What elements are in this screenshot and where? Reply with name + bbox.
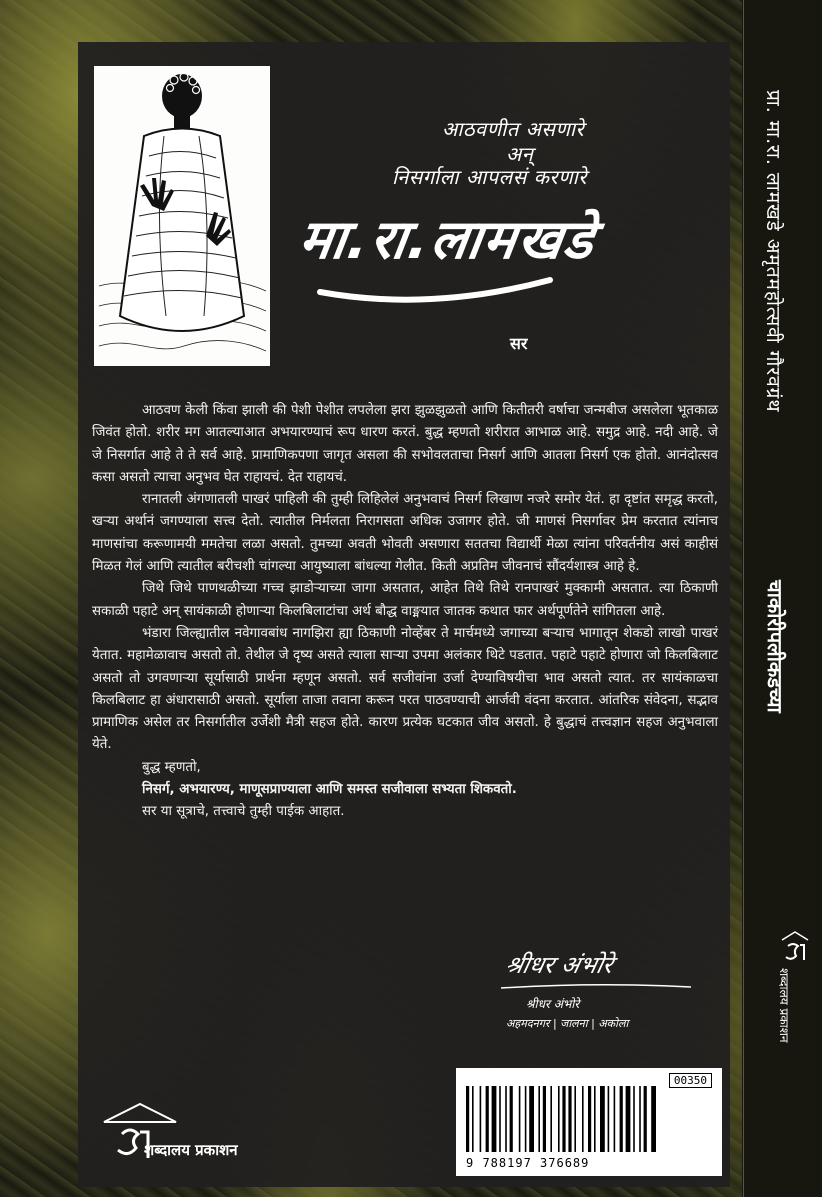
publisher-name: शब्दालय प्रकाशन xyxy=(144,1141,238,1159)
signature-flourish-icon xyxy=(310,272,570,312)
honorific-sir: सर xyxy=(510,334,528,353)
blurb-paragraph: रानातली अंगणातली पाखरं पाहिली की तुम्ही लिहिलेलं अनुभवाचं निसर्ग लिखाण नजरे समोर येतं. हा दृष्टांत समृद्ध करतो, खऱ्या अर्थानं जगण्याला सत्त्व देतो. त्यातील निर्मलता निरागसता अधिक उजागर होते. जी माणसं निसर्गावर प्रेम करतात त्यांनाच माणसांचा करूणामयी ममतेचा लळा असतो. तुमच्या अवती भोवती असणारा सततचा विद्यार्थी मेळा त्यांना परिवर्तनीय असं काहीसं मिळत गेलं आणि त्यातील बरीचशी चांगल्या आयुष्याला बांधल्या गेलीत. किती अप्रतिम जीवनाचं सौंदर्यशास्त्र आहे हे. xyxy=(92,492,718,575)
isbn-number: 9 788197 376689 xyxy=(466,1156,590,1170)
tagline-line-2: अन् xyxy=(506,142,534,166)
author-signature: मा.रा.लामखडे xyxy=(295,208,600,271)
signature-underline-icon xyxy=(496,980,696,994)
barcode-bars-icon xyxy=(466,1086,712,1152)
tagline-line-1: आठवणीत असणारे xyxy=(442,117,585,141)
spine-publisher-name: शब्दालय प्रकाशन xyxy=(777,968,791,1043)
publisher-logo-block xyxy=(100,1100,320,1164)
portrait-sketch xyxy=(94,66,270,366)
blurb-paragraph: आठवण केली किंवा झाली की पेशी पेशीत लपलेला झरा झुळझुळतो आणि कितीतरी वर्षाचा जन्मबीज असलेला भूतकाळ जिवंत होतो. शरीर मग आतल्याआत अभयारण्याचं रूप धारण करतं. बुद्ध म्हणतो शरीरात आभाळ आहे. समुद्र आहे. नदी आहे. जे जे निसर्गात आहे ते ते सर्व आहे. प्रामाणिकपणा जागृत असला की सभोवलताचा निसर्ग आणि आतला निसर्ग एक होतो. आनंदोत्सव कसा असतो त्याचा अनुभव घेत राहायचं. देत राहायचं. xyxy=(92,403,718,485)
spine-publisher-logo-icon xyxy=(780,930,810,964)
spine-book-title: चाकोरीपलीकडच्या xyxy=(763,580,787,713)
quote-intro: बुद्ध म्हणतो, xyxy=(142,759,201,775)
blurb-paragraph: जिथे जिथे पाणथळीच्या गच्च झाडोऱ्याच्या जागा असतात, आहेत तिथे तिथे रानपाखरं मुक्कामी असतात. त्या ठिकाणी सकाळी पहाटे अन् सायंकाळी होणाऱ्या किलबिलाटांचा अर्थ बौद्ध वाङ्मयात जातक कथात फार अर्थपूर्णतेने सांगितला आहे. xyxy=(92,581,718,619)
signatory-places: अहमदनगर | जालना | अकोला xyxy=(506,1017,629,1030)
handwritten-signature: श्रीधर अंभोरे xyxy=(502,951,616,979)
writer-signature-block xyxy=(466,940,706,1050)
isbn-barcode xyxy=(456,1068,722,1176)
blurb-paragraph: भंडारा जिल्ह्यातील नवेगावबांध नागझिरा ह्या ठिकाणी नोव्हेंबर ते मार्चमध्ये जगाच्या बऱ्याच भागातून शेकडो लाखो पाखरं येतात. महामेळावाच असतो तो. तेथील जे दृष्य असते त्याला साऱ्या उपमा अलंकार थिटे पडतात. पहाटे पहाटे होणारा जो किलबिलाट असतो तो उगवणाऱ्या सूर्यासाठी प्रार्थना म्हणून असतो. सर्व सजीवांना उर्जा देण्याविषयीचा भाव असतो त्यात. तर सायंकाळचा किलबिलाट हा अंधारासाठी असतो. सूर्याला ताजा तवाना करून परत पाठवण्याची आर्जवी वंदना करतात. आंतरिक संवेदना, सद्भाव प्रामाणिक असेल तर निसर्गातील उर्जेशी मैत्री सहज होते. कारण प्रत्येक घटकात जीव असतो. हे बुद्धाचं तत्त्वज्ञान सहज अनुभवाला येते. xyxy=(92,625,718,753)
buddha-quote: निसर्ग, अभयारण्य, माणूसप्राण्याला आणि समस्त सजीवाला सभ्यता शिकवतो. xyxy=(142,782,517,798)
spine-edge xyxy=(743,0,744,1197)
closing-line: सर या सूत्राचे, तत्त्वाचे तुम्ही पाईक आहात. xyxy=(142,804,345,820)
signatory-name: श्रीधर अंभोरे xyxy=(526,997,580,1011)
spine-title: प्रा. मा.रा. लामखडे अमृतमहोत्सवी गौरवग्रंथ xyxy=(762,90,784,413)
portrait-illustration-icon xyxy=(94,66,270,366)
price-code: 00350 xyxy=(669,1073,712,1088)
tagline-line-3: निसर्गाला आपलसं करणारे xyxy=(392,165,587,189)
blurb-text xyxy=(92,400,718,824)
